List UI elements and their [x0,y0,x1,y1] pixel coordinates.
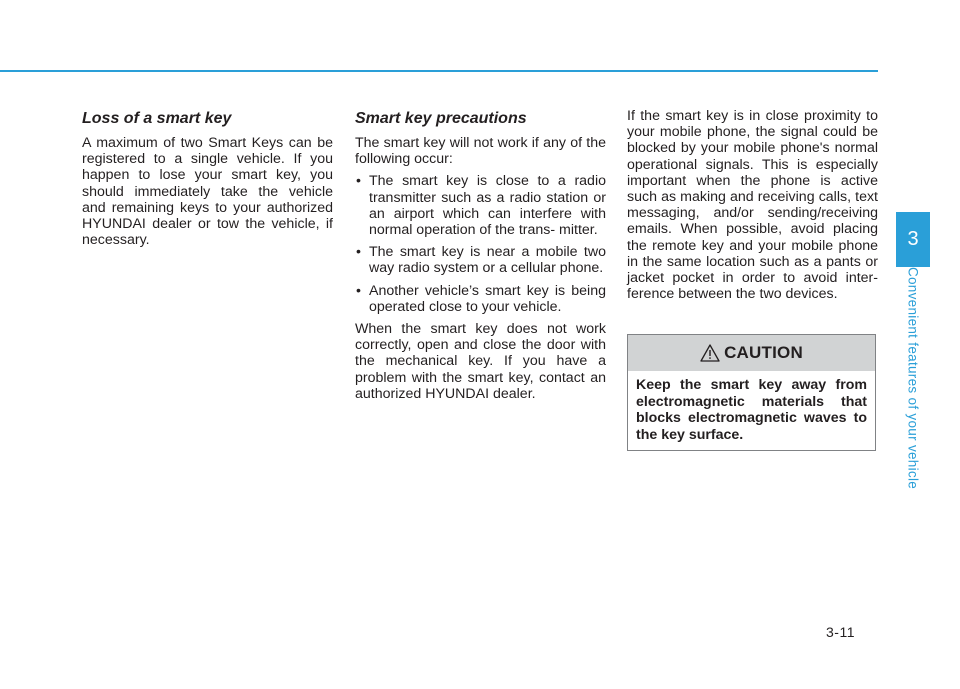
column-precautions [355,108,606,408]
bullet-dot: • [356,282,361,299]
caution-title: CAUTION [724,343,803,362]
column-mobile-phone [627,108,878,308]
section-heading-loss: Loss of a smart key [82,110,232,127]
paragraph-intro: The smart key will not work if any of the following occur: [355,135,606,168]
bullet-dot: • [356,244,361,261]
chapter-label: Convenient features of your vehicle [905,266,921,490]
list-item: • The smart key is close to a radio transmitter such as a radio station or an airport which can interfere with normal operation of the trans- mitter. [356,173,606,239]
caution-text: Keep the smart key away from electromagnetic materials that blocks electromagnetic waves to the key surface. [636,377,867,443]
caution-box [627,334,876,451]
list-item: • The smart key is near a mobile two way radio system or a cellular phone. [356,244,606,277]
paragraph-mobile-phone: If the smart key is in close proximity to your mobile phone, the signal could be blocked by your mobile phone's normal operational signals. This is especially important when the phone is active such as making and receiving calls, text messaging, and/or sending/receiving emails. When possible, avoid placing the remote key and your mobile phone in the same location such as a pants or jacket pocket in order to avoid inter- ference between the two devices. [627,108,878,303]
top-rule [0,70,878,72]
column-loss-of-smart-key [82,108,333,254]
paragraph-loss: A maximum of two Smart Keys can be registered to a single vehicle. If you happen to lose your smart key, you should immediately take the vehicle and remaining keys to your authorized HYUNDAI dealer or tow the vehicle, if necessary. [82,135,333,249]
chapter-number: 3 [907,228,919,250]
paragraph-outro: When the smart key does not work correctly, open and close the door with the mechanical key. If you have a problem with the smart key, contact an authorized HYUNDAI dealer. [355,321,606,402]
bullet-dot: • [356,173,361,190]
caution-header [628,335,875,371]
chapter-tab [896,212,930,267]
warning-triangle-icon [700,344,720,362]
precaution-list [355,173,606,315]
page-number: 3-11 [826,624,855,640]
list-item: • Another vehicle’s smart key is being operated close to your vehicle. [356,282,606,315]
section-heading-precautions: Smart key precautions [355,110,527,127]
